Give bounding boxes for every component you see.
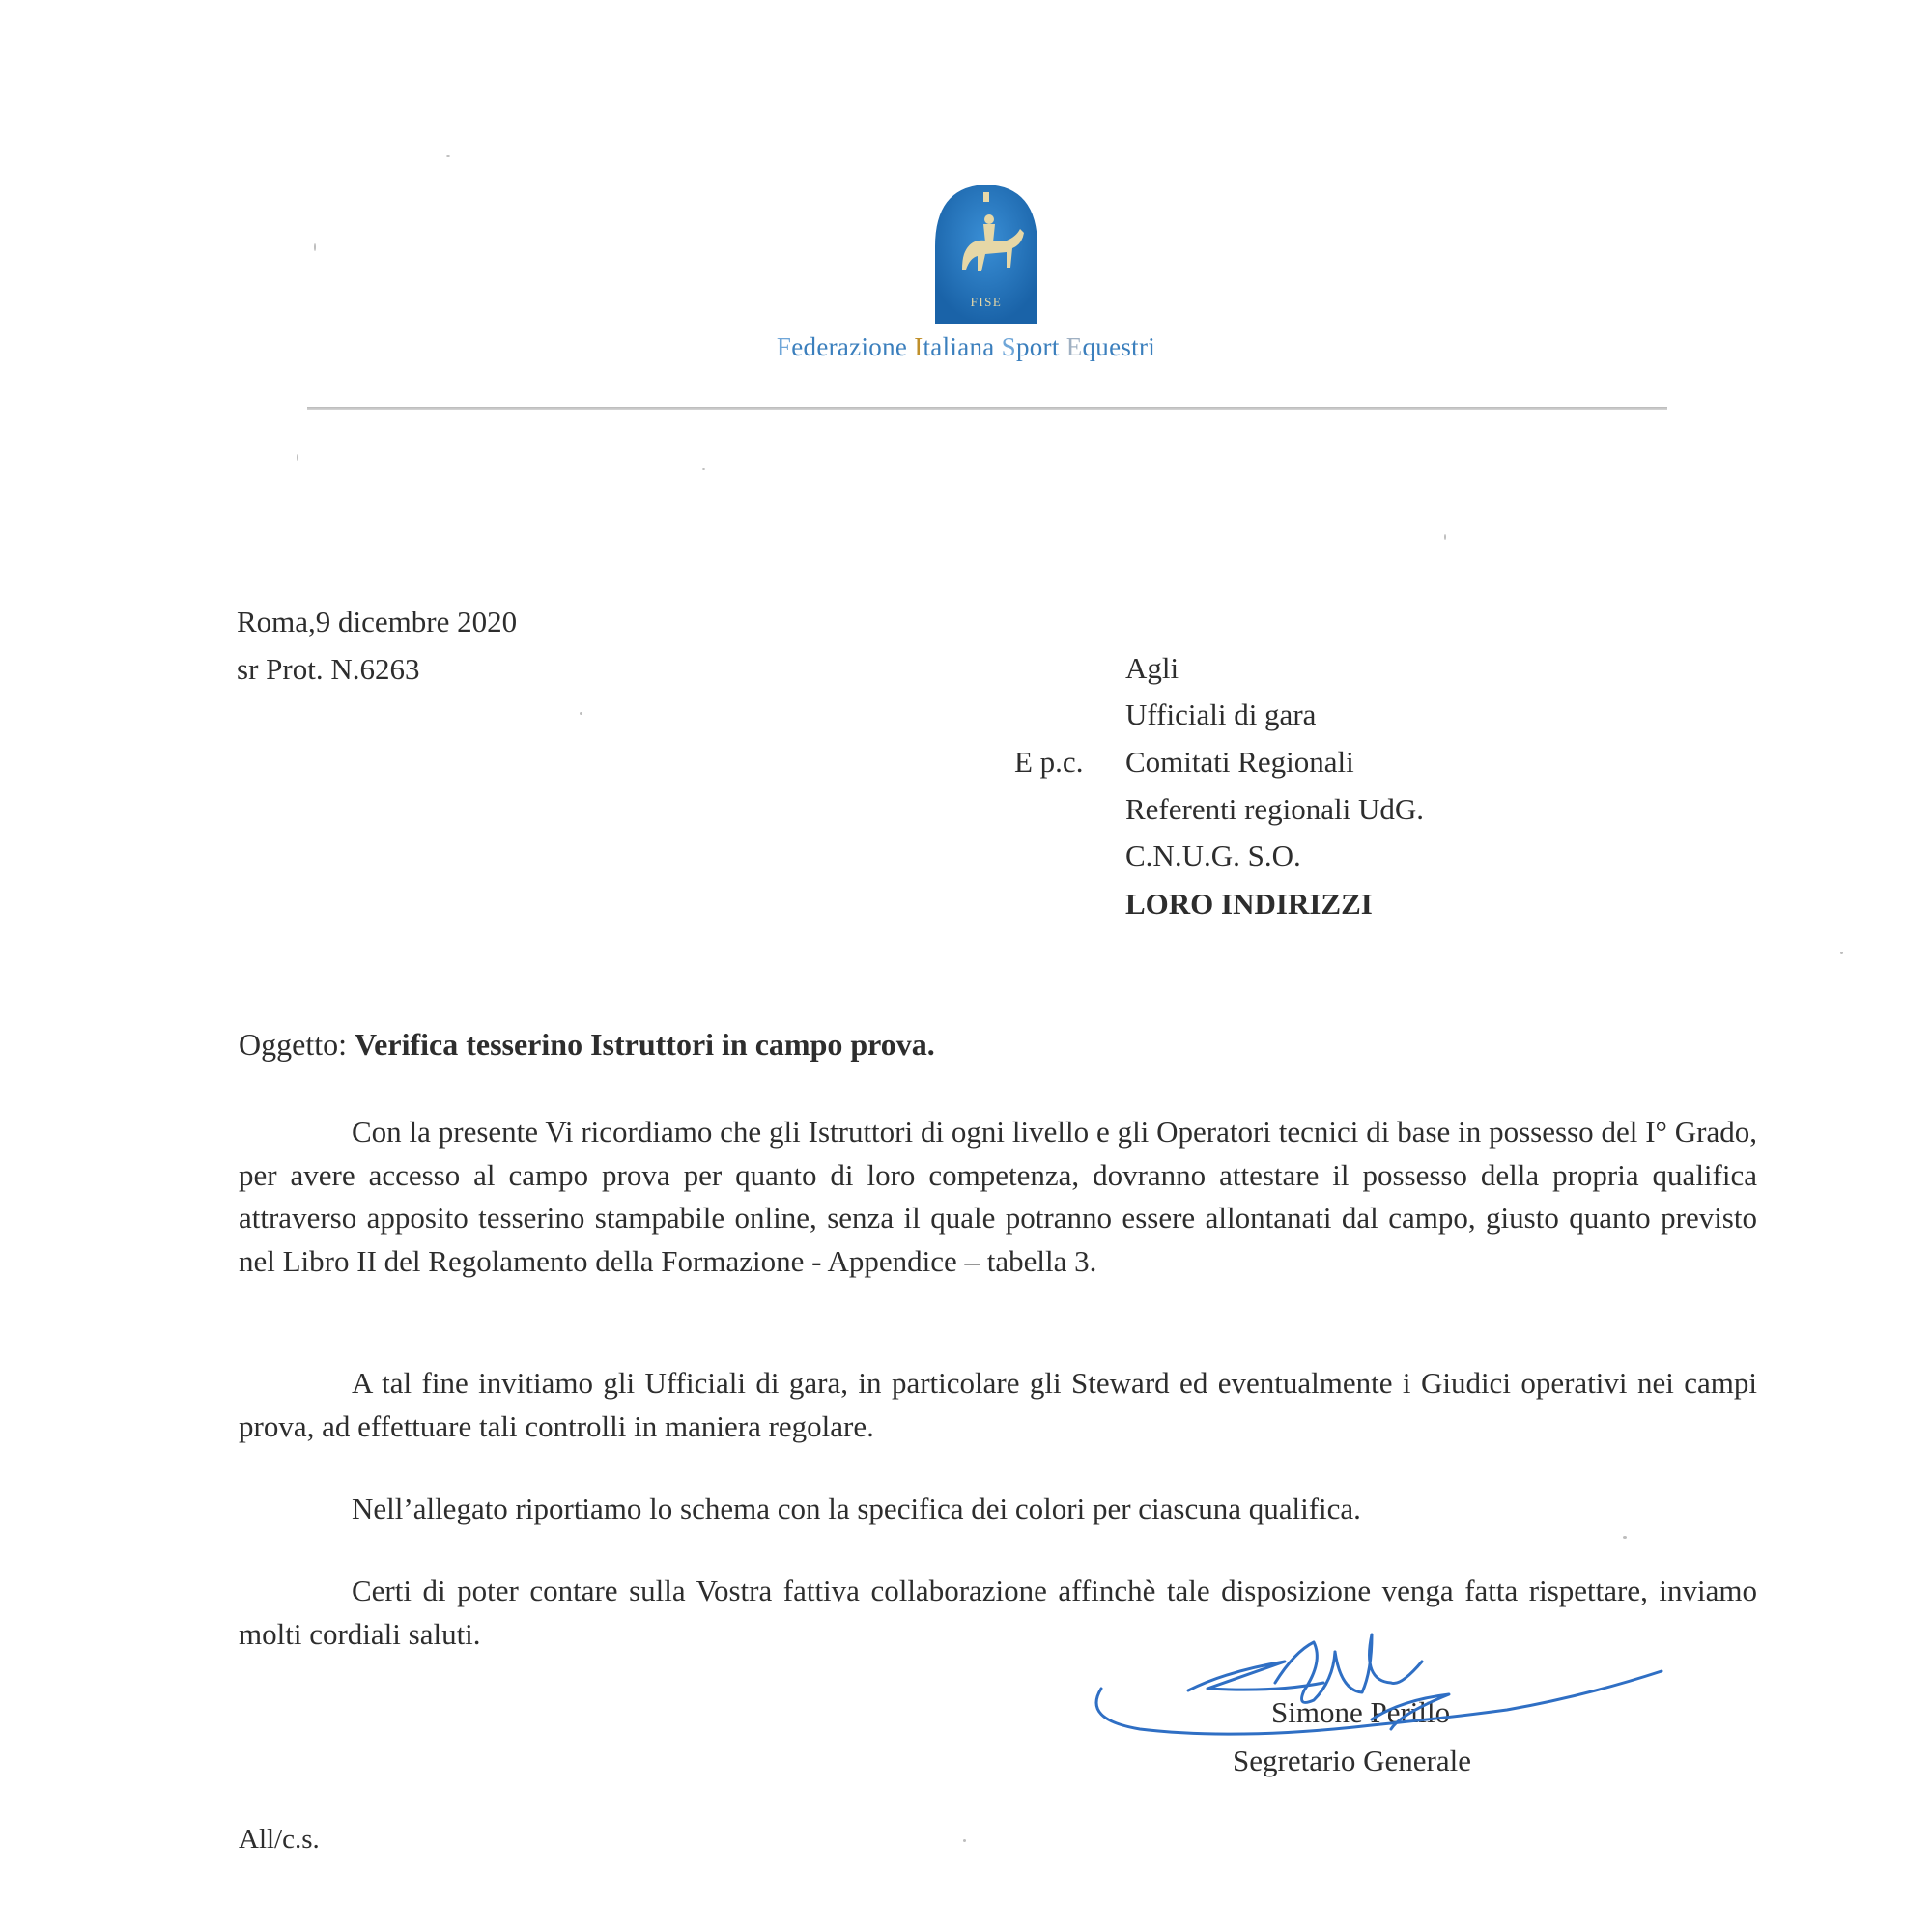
org-initial: I [914, 332, 923, 361]
org-word: port [1015, 332, 1066, 361]
org-initial: E [1065, 332, 1083, 361]
scan-speck [1623, 1536, 1627, 1539]
recipient-line: Comitati Regionali [1125, 745, 1354, 779]
scan-speck [1444, 534, 1446, 540]
fise-logo [927, 179, 1045, 324]
recipient-line: Referenti regionali UdG. [1125, 792, 1425, 826]
org-word: questri [1082, 332, 1156, 361]
scan-speck [1840, 952, 1843, 954]
body-paragraph: Certi di poter contare sulla Vostra fattiva collaborazione affinchè tale disposizione venga fatta rispettare, inviamo molti cordiali saluti. [239, 1574, 1757, 1651]
org-initial: F [776, 332, 792, 361]
handwritten-signature [1082, 1633, 1681, 1787]
signatory-name: Simone Perillo [1271, 1695, 1451, 1729]
recipient-line: Ufficiali di gara [1125, 697, 1317, 731]
letter-date: Roma,9 dicembre 2020 [237, 605, 518, 639]
svg-text:FISE: FISE [970, 295, 1003, 309]
organization-name [0, 332, 1932, 362]
subject-line [239, 1027, 935, 1063]
header-divider [307, 407, 1667, 410]
attachments-note: All/c.s. [239, 1824, 320, 1855]
subject-label: Oggetto: [239, 1027, 347, 1062]
recipient-line-bold: LORO INDIRIZZI [1125, 887, 1373, 921]
body-paragraph: Con la presente Vi ricordiamo che gli Istruttori di ogni livello e gli Operatori tecnici di base in possesso del I° Grado, per avere accesso al campo prova per quanto di loro competenza, dovranno attestare il possesso della propria qualifica attraverso apposito tesserino stampabile online, senza il quale potranno essere allontanati dal campo, giusto quanto previsto nel Libro II del Regolamento della Formazione - Appendice – tabella 3. [239, 1115, 1757, 1278]
scan-speck [446, 155, 450, 157]
scan-speck [297, 454, 298, 461]
subject-text: Verifica tesserino Istruttori in campo prova. [354, 1027, 935, 1062]
org-word: ederazione [791, 332, 915, 361]
org-initial: S [1001, 332, 1016, 361]
protocol-number: sr Prot. N.6263 [237, 652, 420, 686]
recipient-line: Agli [1125, 651, 1179, 685]
scan-speck [963, 1839, 966, 1842]
body-paragraph: Nell’allegato riportiamo lo schema con la specifica dei colori per ciascuna qualifica. [352, 1492, 1361, 1525]
scan-speck [580, 712, 582, 715]
signatory-role: Segretario Generale [1233, 1744, 1472, 1777]
org-word: taliana [923, 332, 1002, 361]
scan-speck [702, 468, 705, 470]
body-paragraph: A tal fine invitiamo gli Ufficiali di gara, in particolare gli Steward ed eventualmente i Giudici operativi nei campi prova, ad effettuare tali controlli in maniera regolare. [239, 1366, 1757, 1443]
epc-label: E p.c. [1014, 745, 1084, 779]
recipient-line: C.N.U.G. S.O. [1125, 838, 1301, 872]
scan-speck [314, 243, 316, 251]
